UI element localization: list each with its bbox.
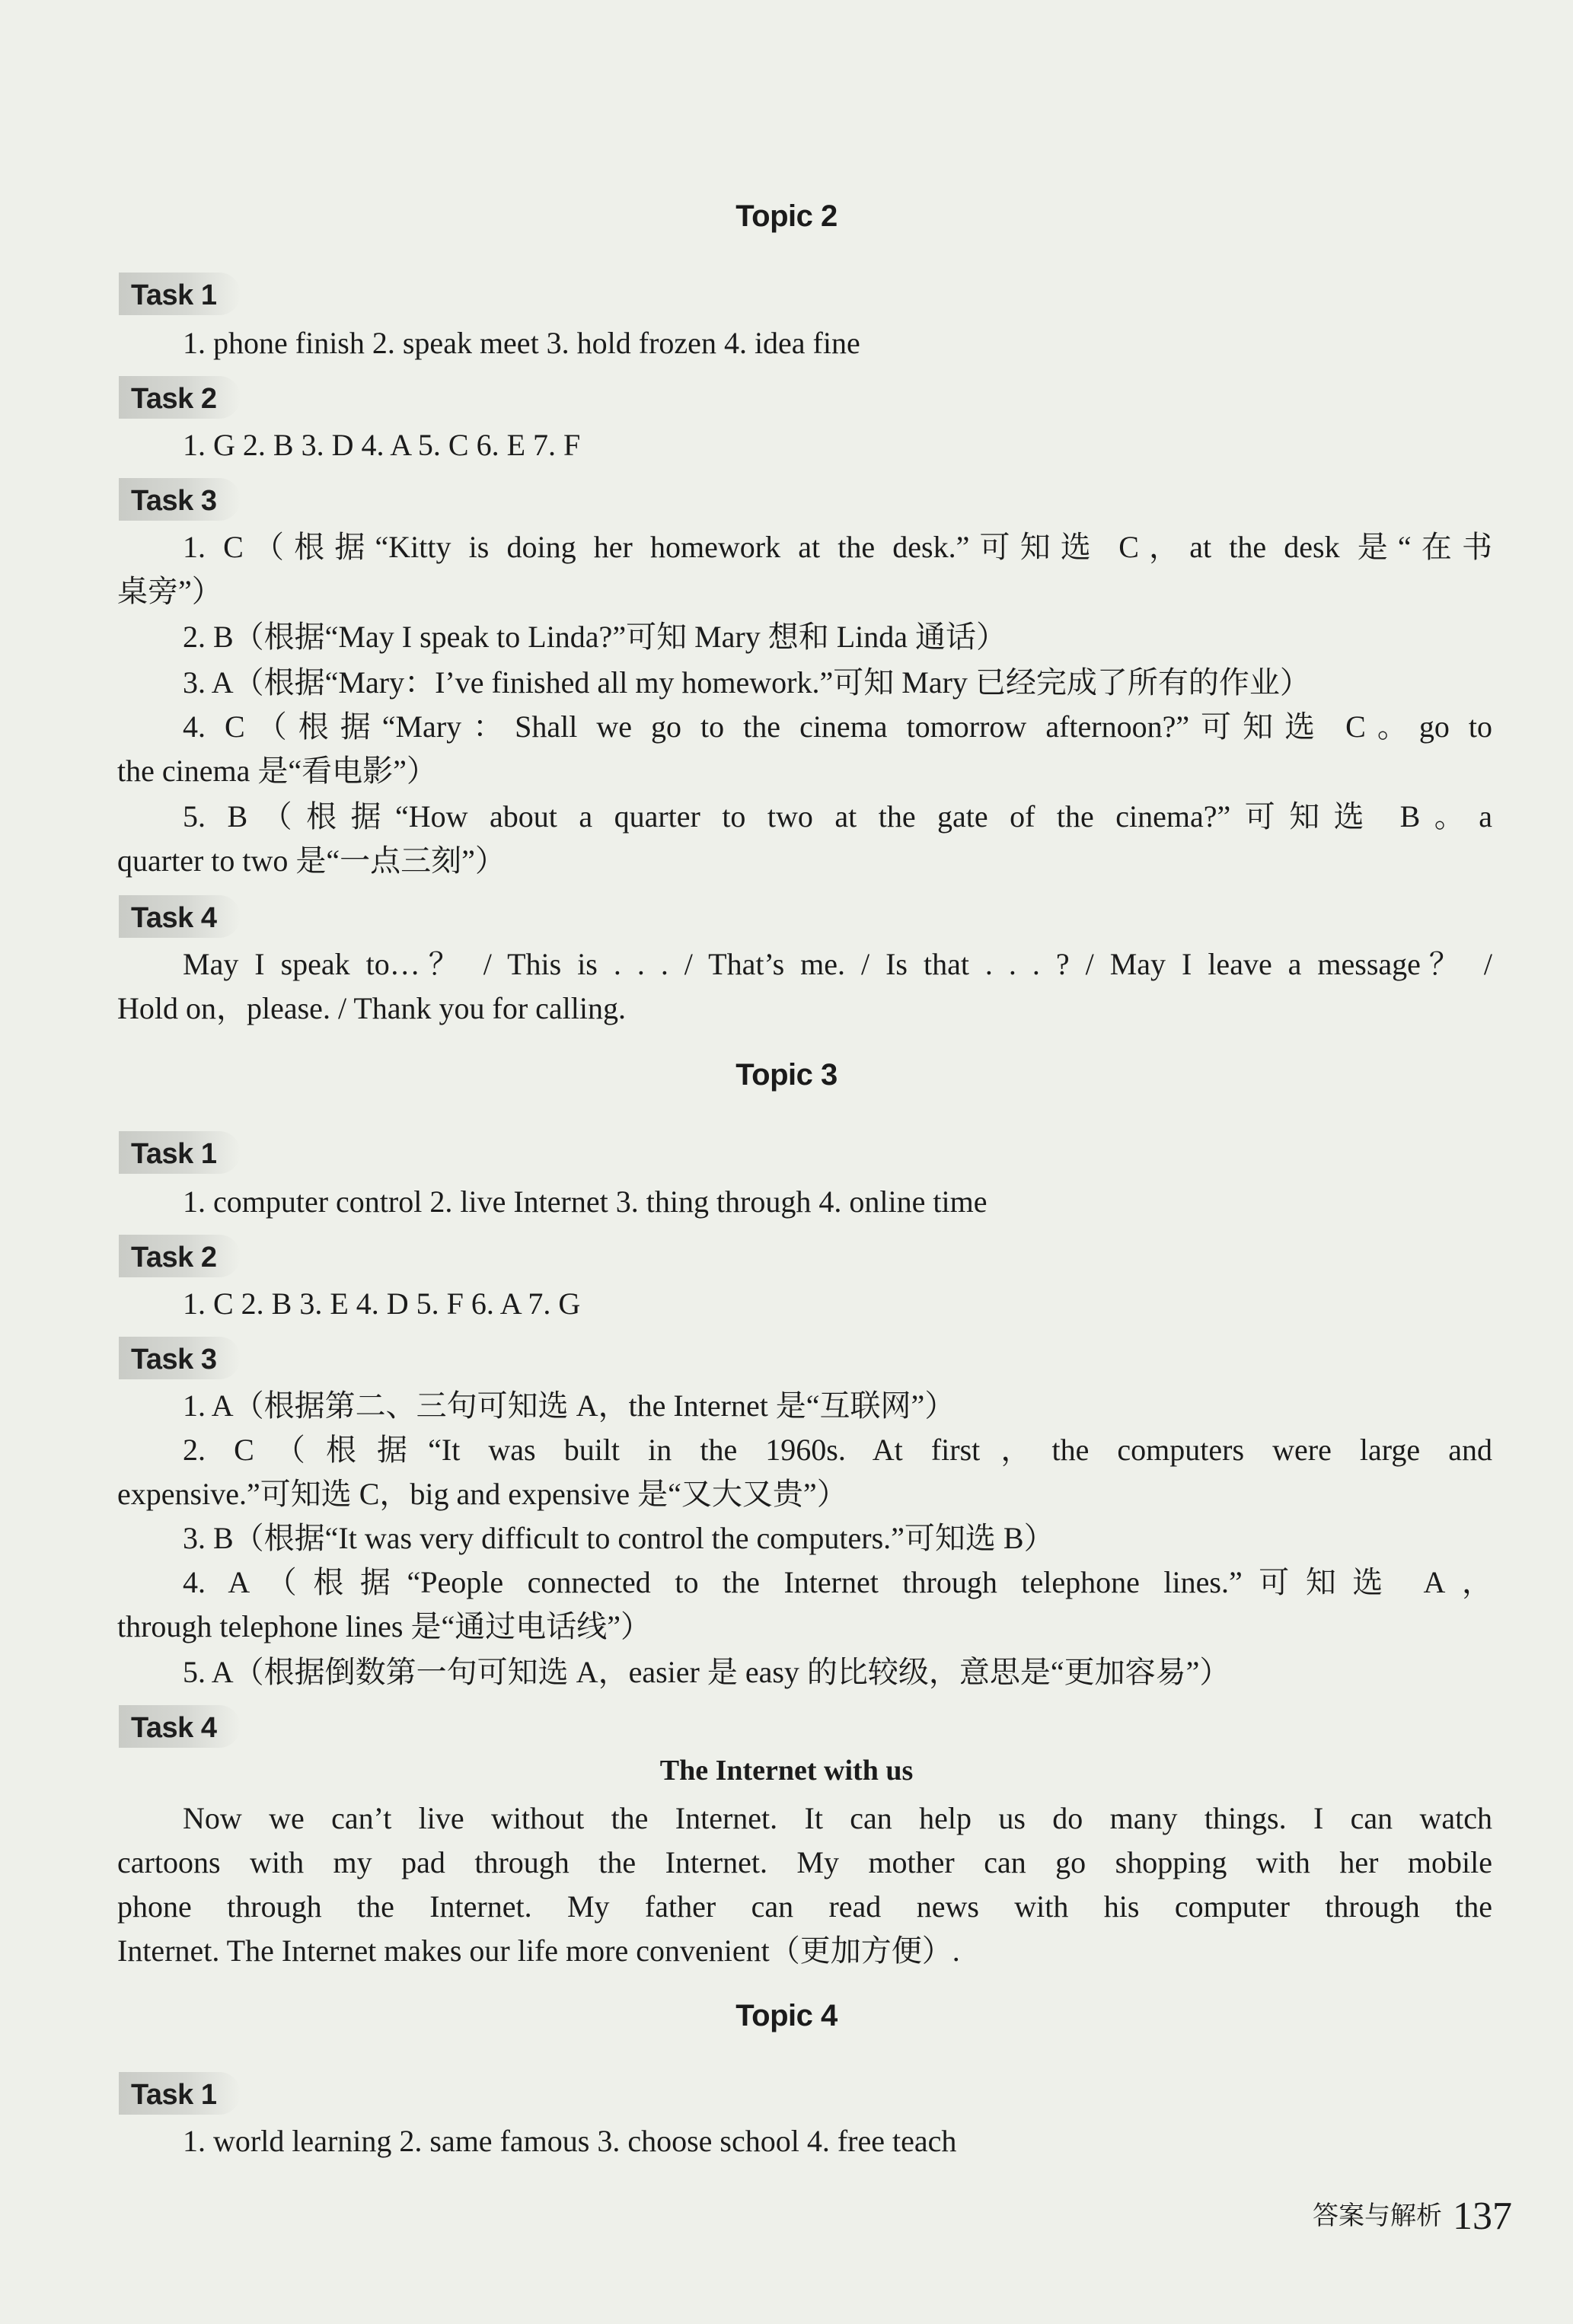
task-4-badge: [119, 1705, 241, 1748]
answer-line: through telephone lines 是“通过电话线”）: [117, 1609, 651, 1643]
answer-line: 1. phone finish 2. speak meet 3. hold frozen 4. idea fine: [183, 326, 860, 360]
task-1-badge: [119, 273, 241, 315]
essay-line: cartoons with my pad through the Internet. My mother can go shopping with her mobile: [117, 1845, 1492, 1879]
task-label: Task 1: [131, 2079, 217, 2111]
answer-line: Hold on，please. / Thank you for calling.: [117, 991, 627, 1025]
task-2-badge: [119, 376, 241, 419]
answer-line: 1. G 2. B 3. D 4. A 5. C 6. E 7. F: [183, 428, 581, 462]
answer-line: 5. A（根据倒数第一句可知选 A，easier 是 easy 的比较级，意思是“更加容易”）: [183, 1655, 1230, 1689]
task-1-badge: [119, 1131, 241, 1174]
task-2-badge: [119, 1235, 241, 1277]
answer-line: the cinema 是“看电影”）: [117, 754, 437, 788]
page-number: 137: [1453, 2195, 1512, 2238]
answer-line: 4. A（根据“People connected to the Internet through telephone lines.”可知选 A，: [183, 1565, 1492, 1599]
page-footer: [1313, 2194, 1512, 2239]
task-1-badge: [119, 2072, 241, 2115]
task-label: Task 2: [131, 383, 217, 415]
answer-line: 1. computer control 2. live Internet 3. thing through 4. online time: [183, 1184, 988, 1219]
footer-label: 答案与解析: [1313, 2201, 1442, 2231]
answer-line: 2. C（根据“It was built in the 1960s. At first，the computers were large and: [183, 1433, 1492, 1467]
task-3-badge: [119, 1337, 241, 1379]
answer-line: 5. B（根据“How about a quarter to two at the gate of the cinema?”可知选 B。a: [183, 799, 1492, 834]
task-4-badge: [119, 895, 241, 938]
answer-line: 3. A（根据“Mary：I’ve finished all my homework.”可知 Mary 已经完成了所有的作业）: [183, 665, 1310, 700]
task-label: Task 4: [131, 902, 217, 934]
answer-line: 桌旁”）: [117, 574, 222, 608]
topic-3-title: Topic 3: [735, 1058, 838, 1092]
task-3-badge: [119, 478, 241, 521]
task-label: Task 1: [131, 1138, 217, 1170]
task-label: Task 3: [131, 485, 217, 517]
answer-line: 4. C（根据“Mary：Shall we go to the cinema tomorrow afternoon?”可知选 C。go to: [183, 709, 1492, 744]
topic-4-title: Topic 4: [735, 1999, 838, 2032]
answer-line: May I speak to…？ / This is . . . / That’s me. / Is that . . . ? / May I leave a message？ /: [183, 947, 1492, 981]
task-label: Task 4: [131, 1712, 217, 1744]
task-label: Task 2: [131, 1242, 217, 1274]
essay-line: phone through the Internet. My father can read news with his computer through the: [117, 1889, 1492, 1924]
essay-title: The Internet with us: [659, 1755, 914, 1787]
answer-line: 2. B（根据“May I speak to Linda?”可知 Mary 想和 Linda 通话）: [183, 620, 1007, 654]
task-label: Task 1: [131, 279, 217, 311]
answer-line: expensive.”可知选 C，big and expensive 是“又大又贵”）: [117, 1477, 847, 1511]
essay-line: Internet. The Internet makes our life more convenient（更加方便）.: [117, 1933, 960, 1968]
answer-line: 1. C（根据“Kitty is doing her homework at the desk.”可知选 C，at the desk 是“在书: [183, 530, 1492, 564]
topic-2-title: Topic 2: [735, 199, 838, 233]
answer-line: 1. A（根据第二、三句可知选 A，the Internet 是“互联网”）: [183, 1388, 956, 1423]
essay-line: Now we can’t live without the Internet. It can help us do many things. I can watch: [183, 1801, 1492, 1835]
answer-line: quarter to two 是“一点三刻”）: [117, 843, 506, 878]
answer-line: 1. world learning 2. same famous 3. choose school 4. free teach: [183, 2124, 957, 2158]
answer-line: 3. B（根据“It was very difficult to control the computers.”可知选 B）: [183, 1521, 1055, 1555]
answer-line: 1. C 2. B 3. E 4. D 5. F 6. A 7. G: [183, 1286, 581, 1321]
task-label: Task 3: [131, 1344, 217, 1376]
